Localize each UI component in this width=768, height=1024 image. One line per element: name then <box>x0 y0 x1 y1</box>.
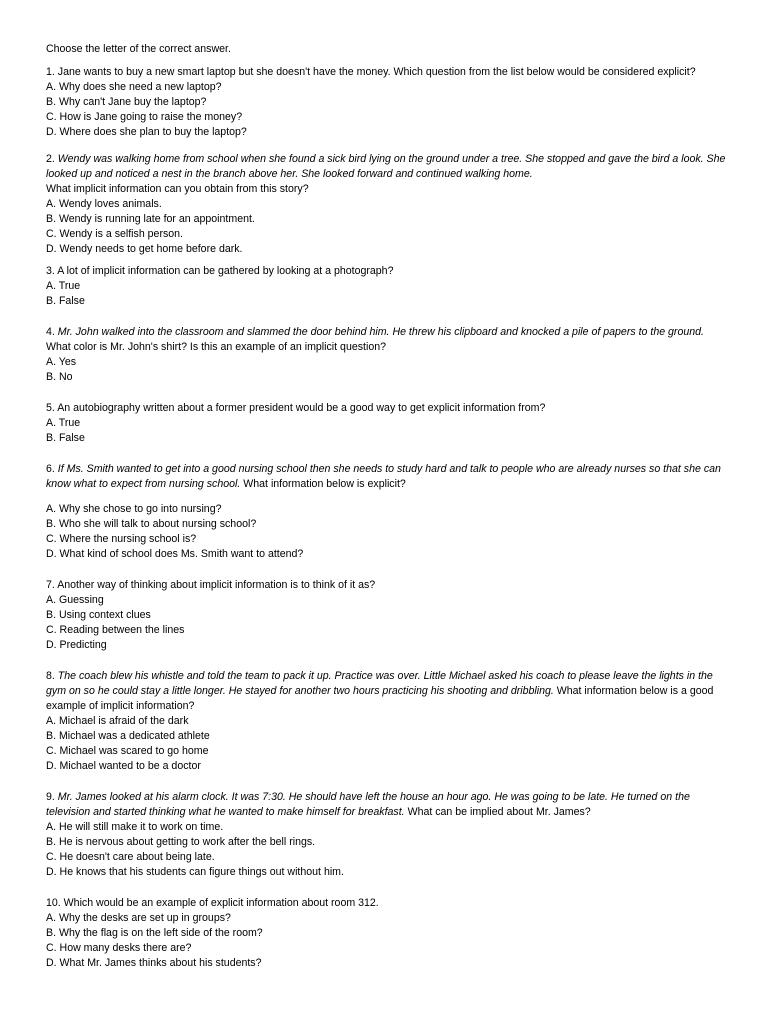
option-c: C. Reading between the lines <box>46 624 185 636</box>
option-b: B. False <box>46 295 85 307</box>
option-a: A. Why she chose to go into nursing? <box>46 503 222 515</box>
question-prompt: What implicit information can you obtain from this story? <box>46 183 309 195</box>
option-b: B. Why the flag is on the left side of the room? <box>46 927 263 939</box>
option-b: B. He is nervous about getting to work after the bell rings. <box>46 836 316 848</box>
story-passage: The coach blew his whistle and told the team to pack it up. Practice was over. Little Michael asked his coach to please leave the lights in the gym on so he could stay a little longer. He stayed for another two hours practicing his shooting and dribbling. <box>46 670 713 697</box>
story-passage: Mr. James looked at his alarm clock. It was 7:30. He should have left the house an hour ago. He was going to be late. He turned on the television and started thinking what he wanted to make himself for breakfast. <box>46 791 690 818</box>
question-number: 1. <box>46 66 55 78</box>
option-a: A. Why the desks are set up in groups? <box>46 912 231 924</box>
option-c: C. How is Jane going to raise the money? <box>46 111 243 123</box>
story-passage: Mr. John walked into the classroom and slammed the door behind him. He threw his clipboard and knocked a pile of papers to the ground. <box>54 326 704 338</box>
question-number: 3. <box>46 265 55 277</box>
option-c: C. He doesn't care about being late. <box>46 851 215 863</box>
question-stem <box>46 896 728 911</box>
question-prompt: An autobiography written about a former president would be a good way to get explicit information from? <box>54 402 546 414</box>
question-number: 2. <box>46 153 55 165</box>
option-a: A. Michael is afraid of the dark <box>46 715 189 727</box>
option-d: D. Where does she plan to buy the laptop? <box>46 126 247 138</box>
question-stem <box>46 325 728 340</box>
question-prompt: What information below is a good example of implicit information? <box>46 685 714 712</box>
question-10 <box>46 896 728 971</box>
option-d: D. Predicting <box>46 639 107 651</box>
question-prompt: Another way of thinking about implicit information is to think of it as? <box>54 579 376 591</box>
question-prompt: Jane wants to buy a new smart laptop but she doesn't have the money. Which question from the list below would be considered explicit? <box>54 66 696 78</box>
question-stem <box>46 264 728 279</box>
option-b: B. False <box>46 432 85 444</box>
question-stem <box>46 152 728 182</box>
question-number: 9. <box>46 791 55 803</box>
option-b: B. Why can't Jane buy the laptop? <box>46 96 207 108</box>
option-a: A. Guessing <box>46 594 104 606</box>
question-9 <box>46 790 728 880</box>
question-stem <box>46 462 728 492</box>
option-a: A. Why does she need a new laptop? <box>46 81 222 93</box>
option-b: B. Using context clues <box>46 609 151 621</box>
question-prompt: What can be implied about Mr. James? <box>404 806 591 818</box>
option-d: D. What Mr. James thinks about his students? <box>46 957 262 969</box>
option-a: A. True <box>46 280 81 292</box>
story-passage: If Ms. Smith wanted to get into a good nursing school then she needs to study hard and talk to people who are already nurses so that she can know what to expect from nursing school. <box>46 463 721 490</box>
instructions: Choose the letter of the correct answer. <box>46 43 231 55</box>
option-b: B. Who she will talk to about nursing school? <box>46 518 257 530</box>
question-prompt: What color is Mr. John's shirt? Is this an example of an implicit question? <box>46 341 386 353</box>
question-2 <box>46 152 728 257</box>
option-c: C. Michael was scared to go home <box>46 745 209 757</box>
question-number: 8. <box>46 670 55 682</box>
question-1 <box>46 65 728 140</box>
question-number: 10. <box>46 897 61 909</box>
question-prompt: What information below is explicit? <box>240 478 406 490</box>
option-b: B. Wendy is running late for an appointment. <box>46 213 255 225</box>
option-d: D. Michael wanted to be a doctor <box>46 760 201 772</box>
question-number: 6. <box>46 463 55 475</box>
option-b: B. Michael was a dedicated athlete <box>46 730 210 742</box>
option-a: A. He will still make it to work on time. <box>46 821 224 833</box>
story-passage: Wendy was walking home from school when she found a sick bird lying on the ground under a tree. She stopped and gave the bird a look. She looked up and noticed a nest in the branch above her. She looked forward and continued walking home. <box>46 153 726 180</box>
question-prompt: Which would be an example of explicit information about room 312. <box>60 897 379 909</box>
option-b: B. No <box>46 371 73 383</box>
question-stem <box>46 401 728 416</box>
option-d: D. He knows that his students can figure things out without him. <box>46 866 344 878</box>
option-a: A. True <box>46 417 81 429</box>
question-8 <box>46 669 728 774</box>
question-number: 7. <box>46 579 55 591</box>
option-c: C. Where the nursing school is? <box>46 533 197 545</box>
question-stem <box>46 578 728 593</box>
question-5 <box>46 401 728 446</box>
option-a: A. Yes <box>46 356 77 368</box>
question-6 <box>46 462 728 562</box>
option-c: C. How many desks there are? <box>46 942 192 954</box>
option-c: C. Wendy is a selfish person. <box>46 228 183 240</box>
question-stem <box>46 65 728 80</box>
question-stem <box>46 790 728 820</box>
question-number: 4. <box>46 326 55 338</box>
question-prompt: A lot of implicit information can be gathered by looking at a photograph? <box>54 265 394 277</box>
option-d: D. What kind of school does Ms. Smith want to attend? <box>46 548 304 560</box>
question-7 <box>46 578 728 653</box>
question-number: 5. <box>46 402 55 414</box>
question-stem <box>46 669 728 714</box>
option-a: A. Wendy loves animals. <box>46 198 162 210</box>
question-3 <box>46 264 728 309</box>
option-d: D. Wendy needs to get home before dark. <box>46 243 243 255</box>
question-4 <box>46 325 728 385</box>
